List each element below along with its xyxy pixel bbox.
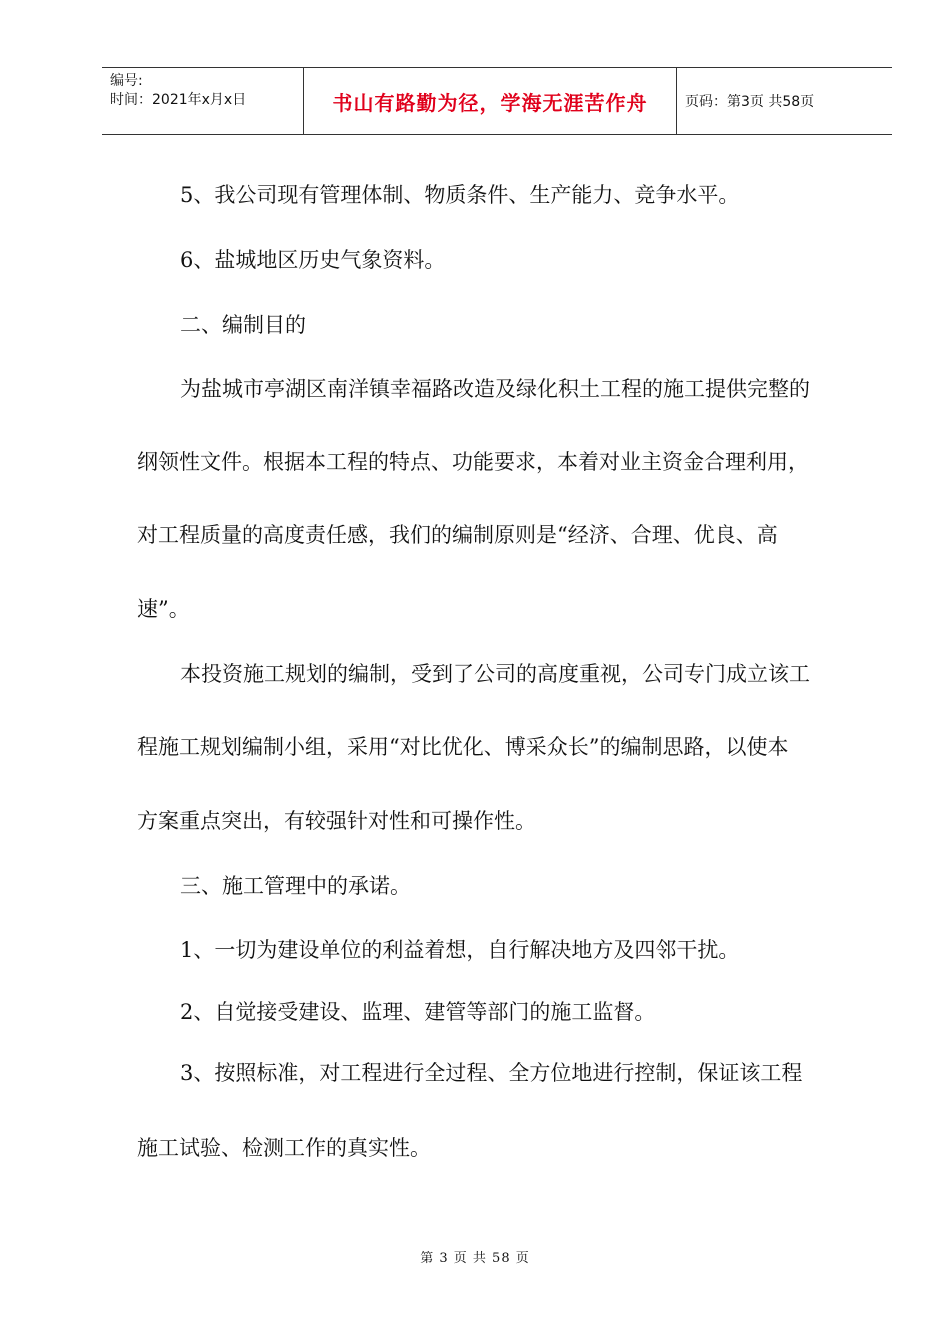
commitment-item-3-line-2: 施工试验、检测工作的真实性。: [137, 1136, 431, 1160]
header-motto: 书山有路勤为径，学海无涯苦作舟: [303, 68, 677, 134]
paragraph-purpose-line-1: 为盐城市亭湖区南洋镇幸福路改造及绿化积土工程的施工提供完整的: [180, 377, 810, 401]
paragraph-planning-line-2: 程施工规划编制小组，采用“对比优化、博采众长”的编制思路，以使本: [137, 735, 789, 759]
section-heading-purpose: 二、编制目的: [180, 313, 306, 337]
commitment-item-2: 2、自觉接受建设、监理、建管等部门的施工监督。: [180, 1000, 656, 1024]
page-footer: 第 3 页 共 58 页: [420, 1251, 530, 1266]
page-header: [102, 67, 892, 135]
paragraph-planning-line-1: 本投资施工规划的编制，受到了公司的高度重视，公司专门成立该工: [180, 662, 810, 686]
header-page-label: 页码：第3页 共58页: [685, 94, 815, 110]
header-meta: [102, 68, 303, 134]
section-heading-commitments: 三、施工管理中的承诺。: [180, 874, 411, 898]
commitment-item-3-line-1: 3、按照标准，对工程进行全过程、全方位地进行控制，保证该工程: [180, 1061, 803, 1085]
paragraph-purpose-line-4: 速”。: [137, 597, 190, 621]
paragraph-planning-line-3: 方案重点突出，有较强针对性和可操作性。: [137, 809, 536, 833]
list-item-6: 6、盐城地区历史气象资料。: [180, 248, 446, 272]
document-time-label: 时间：2021年x月x日: [110, 92, 247, 108]
commitment-item-1: 1、一切为建设单位的利益着想，自行解决地方及四邻干扰。: [180, 938, 740, 962]
list-item-5: 5、我公司现有管理体制、物质条件、生产能力、竞争水平。: [180, 183, 740, 207]
paragraph-purpose-line-2: 纲领性文件。根据本工程的特点、功能要求，本着对业主资金合理利用，: [137, 450, 809, 474]
document-number-label: 编号:: [110, 73, 143, 89]
paragraph-purpose-line-3: 对工程质量的高度责任感，我们的编制原则是“经济、合理、优良、高: [137, 523, 778, 547]
